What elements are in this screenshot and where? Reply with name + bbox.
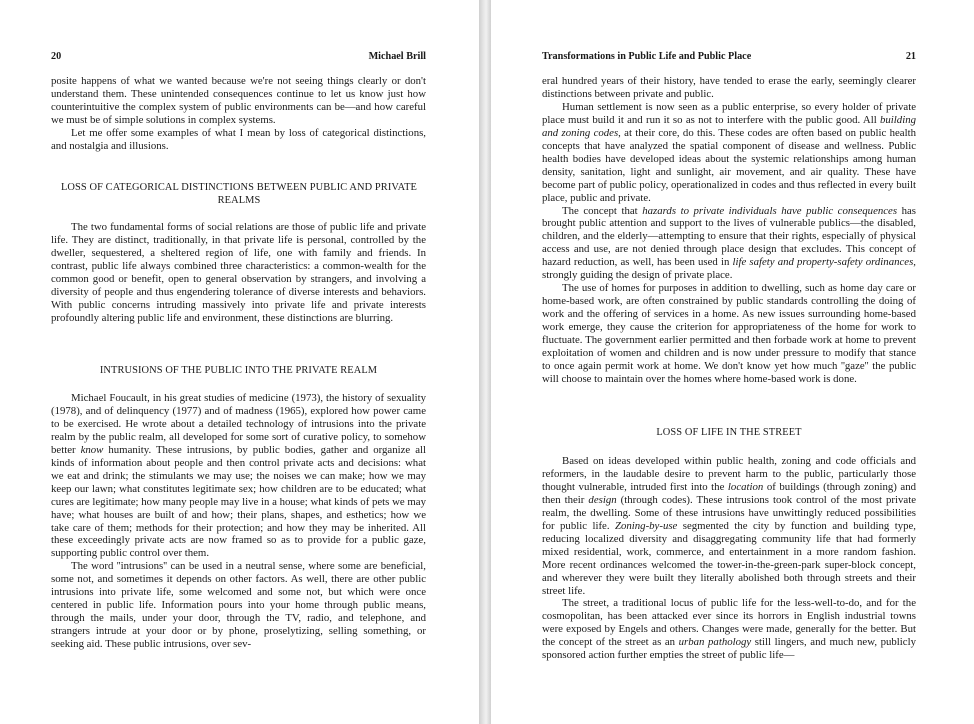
paragraph: Let me offer some examples of what I mean by loss of categorical distinctions, and nostalgia and illusions. xyxy=(51,126,426,152)
italic-term: Zoning-by-use xyxy=(614,519,678,532)
paragraph: posite happens of what we wanted because we're not seeing things clearly or don't understand them. These unintended consequences continue to let us know just how counterintuitive the complex system of public environments can be—and how careful we must be of simple solutions in complex systems. xyxy=(51,75,426,126)
paragraph xyxy=(51,392,426,560)
text-run: humanity. These intrusions, by public bodies, gather and organize all kinds of information about people and then control private acts and decisions: what we eat and drink; the stimulants we may use; the noises we can make; how we may keep our lawn; what constitutes legitimate sex; how children are to be educated; what cures are legitimate; how many people may live in a house; what kinds of pets we may have; what houses are built of and how; their plans, shapes, and esthetics; how we take care of them; methods for their protection; and how they may be inherited. All these exceedingly private acts are now framed so as to provide for a public gaze, supporting public control over them. xyxy=(51,443,426,560)
paragraph xyxy=(542,597,916,662)
left-running-head xyxy=(51,51,426,63)
text-run: still lingers, and much new, publicly sponsored action further empties the street of public life— xyxy=(542,636,916,662)
italic-term: hazards to private individuals have public consequences xyxy=(642,204,898,217)
text-run: The street, a traditional locus of public life for the less-well-to-do, and for the cosmopolitan, has been attacked ever since its horrors in English industrial towns were exposed by Engels and others. Changes were made, generally for the better. But the concept of the street as an xyxy=(542,597,916,649)
italic-term: building and zoning codes xyxy=(542,113,916,139)
section-heading: INTRUSIONS OF THE PUBLIC INTO THE PRIVATE REALM xyxy=(99,365,378,376)
italic-term: know xyxy=(80,443,104,456)
text-run: has brought public attention and support to the lives of vulnerable publics—the disabled, children, and the elderly—attempting to ensure that their rights, especially of physical access and use, are not denied through place design that excludes. This concept of hazard reduction, as well, has been used in xyxy=(542,204,916,269)
running-title: Michael Brill xyxy=(368,51,426,62)
text-run: Michael Foucault, in his great studies of medicine (1973), the history of sexuality (1978), and of delinquency (1977) and of madness (1965), explored how power came to be exercised. He wrote about a detailed technology of intrusions into the private realm by the public realm, all developed for some sort of curative policy, to somehow better xyxy=(51,392,426,456)
section-heading: LOSS OF CATEGORICAL DISTINCTIONS BETWEEN PUBLIC AND PRIVATE REALMS xyxy=(60,182,418,206)
paragraph: eral hundred years of their history, have tended to erase the early, seemingly clearer distinctions between private and public. xyxy=(542,75,916,100)
text-run: (through codes). These intrusions took control of the most private realm, the dwelling. Some of these intrusions have unwittingly reduced possibilities for public life. xyxy=(542,493,916,532)
text-run: , at their core, do this. These codes are often based on public health concepts that have analyzed the spatial component of disease and wellness. Public health bodies have developed ideas about the systemic relationships among human density, sanitation, light and sunlight, air movement, and air quality. These have become part of public policy, operationalized in codes and thus reflected in every built place, public and private. xyxy=(542,126,916,204)
italic-term: design xyxy=(588,493,617,506)
right-block-1 xyxy=(542,75,916,386)
left-block-2 xyxy=(51,221,426,325)
right-block-2 xyxy=(542,455,916,662)
italic-term: life safety and property-safety ordinances xyxy=(732,256,914,269)
italic-term: urban pathology xyxy=(678,636,752,649)
italic-term: location xyxy=(727,480,764,493)
text-run: segmented the city by function and building type, reducing localized diversity and disaggregating community life that had formerly mixed residential, work, commerce, and entertainment in a more random fashion. More recent ordinances welcomed the tower-in-the-green-park super-block concept, and wherever they were built they literally abolished both through streets and their street life. xyxy=(542,519,916,597)
running-title: Transformations in Public Life and Public Place xyxy=(542,51,752,62)
text-run: of buildings (through zoning) and then their xyxy=(542,480,917,506)
paragraph: The word ''intrusions'' can be used in a neutral sense, where some are beneficial, some not, and sometimes it depends on other factors. As well, there are other public intrusions into private life, some welcomed and some not, but which were once centered in public life. Information pours into your home through public means, through the mails, under your door, through the TV, radio, and telephone, and strangers intrude at your door or by phone, proselytizing, selling something, or seeking aid. These public intrusions, over sev- xyxy=(51,560,426,651)
paragraph xyxy=(542,101,916,205)
paragraph xyxy=(542,455,916,597)
text-run: Human settlement is now seen as a public enterprise, so every holder of private place must build it and run it so as not to interfere with the public good. All xyxy=(542,100,916,126)
paragraph: The use of homes for purposes in addition to dwelling, such as home day care or home-based work, are often constrained by public standards controlling the doing of work and the offering of services in a home. As new issues surrounding home-based work emerge, they cause the criterion for appropriateness of the home for work to fluctuate. The government earlier permitted and then forbade work at home to prevent exploitation of women and children and is now under pressure to modify that stance to once again permit work at home. We don't know yet how much ''gaze'' the public will choose to maintain over the homes where home-based work is done. xyxy=(542,282,916,385)
page-number: 21 xyxy=(905,51,916,62)
right-running-head xyxy=(542,51,916,63)
paragraph: The two fundamental forms of social relations are those of public life and private life. They are distinct, traditionally, in that private life is personal, controlled by the dweller, sequestered, a sheltered region of life, one with family and friends. In contrast, public life always combined three characteristics: a common-wealth for the common good or benefit, open to general observation by strangers, and involving a diversity of people and thus engendering tolerance of diverse interests and behaviors. With public concerns intruding massively into private life and private interests profoundly altering public life and environment, these distinctions are blurring. xyxy=(51,221,426,324)
text-run: Based on ideas developed within public health, zoning and code officials and reformers, in the laudable desire to prevent harm to the public, particularly those thought vulnerable, intruded first into the xyxy=(542,455,916,493)
left-block-1 xyxy=(51,75,426,153)
left-block-3 xyxy=(51,392,426,651)
book-gutter xyxy=(479,0,491,724)
page-number: 20 xyxy=(51,51,62,62)
text-run: , strongly guiding the design of private place. xyxy=(542,256,916,282)
paragraph xyxy=(542,205,916,283)
section-heading: LOSS OF LIFE IN THE STREET xyxy=(656,427,802,438)
text-run: The concept that xyxy=(562,204,643,217)
